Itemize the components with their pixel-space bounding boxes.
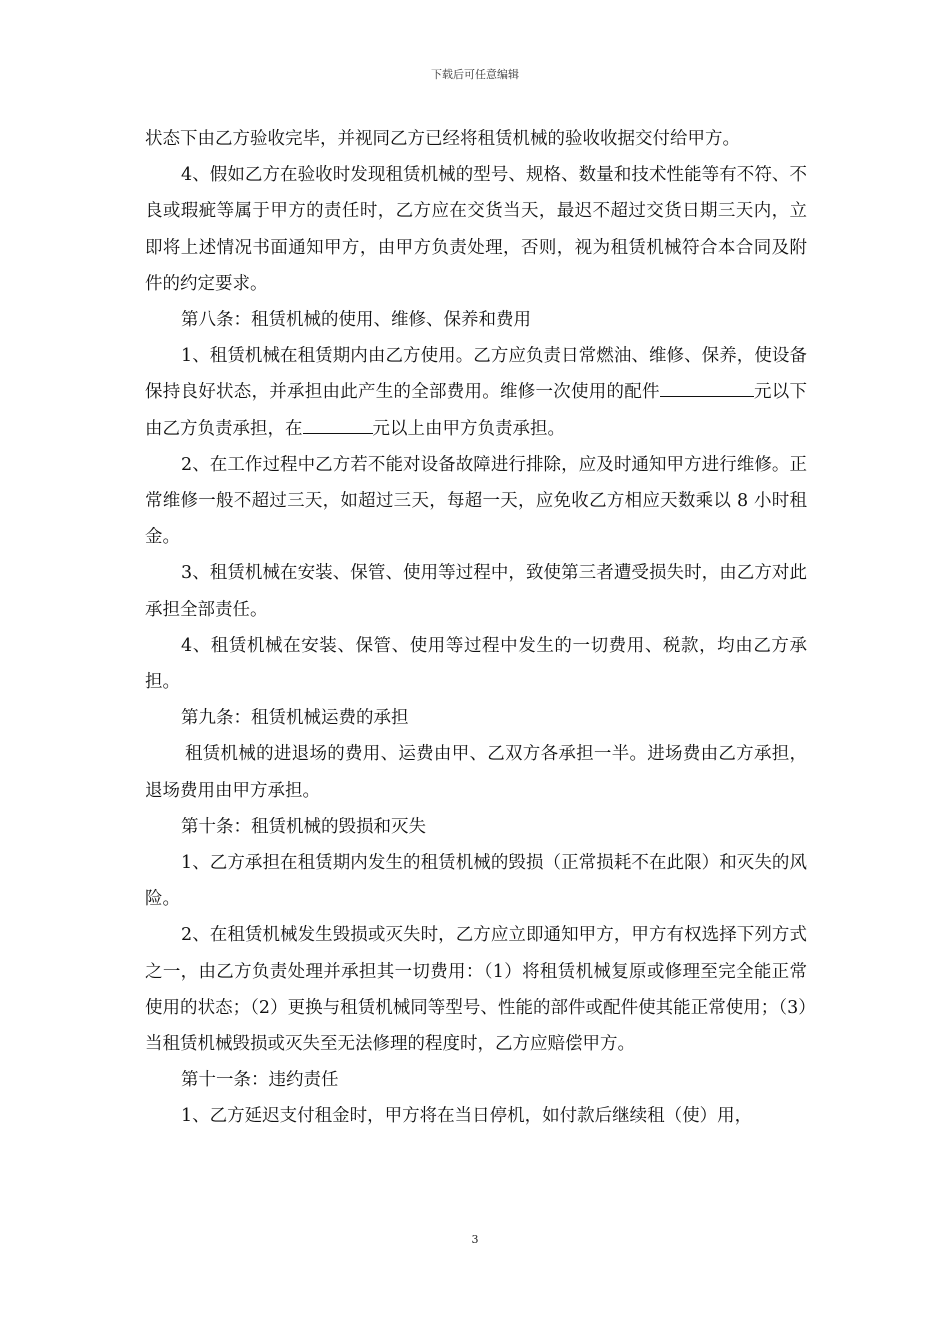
paragraph-third-party-liability: 3、租赁机械在安装、保管、使用等过程中，致使第三者遭受损失时，由乙方对此承担全部责任。 bbox=[145, 563, 807, 620]
paragraph-acceptance-continued: 状态下由乙方验收完毕，并视同乙方已经将租赁机械的验收收据交付给甲方。 bbox=[145, 129, 740, 149]
page-number: 3 bbox=[471, 1233, 479, 1246]
page-header: 下载后可任意编辑 bbox=[431, 68, 519, 81]
threshold-blank-line[interactable] bbox=[303, 411, 373, 434]
maintenance-text-2: 元以下由乙方负责承担，在 bbox=[145, 382, 807, 439]
paragraph-damage-remedies: 2、在租赁机械发生毁损或灭失时，乙方应立即通知甲方，甲方有权选择下列方式之一，由乙方负责处理并承担其一切费用：（1）将租赁机械复原或修理至完全能正常使用的状态；（2）更换与租赁机械同等型号、性能的部件或配件使其能正常使用；（3）当租赁机械毁损或灭失至无法修理的程度时，乙方应赔偿甲方。 bbox=[145, 925, 807, 1055]
article-8-heading: 第八条：租赁机械的使用、维修、保养和费用 bbox=[181, 310, 531, 331]
maintenance-text-1: 1、租赁机械在租赁期内由乙方使用。乙方应负责日常燃油、维修、保养，使设备保持良好状态，并承担由此产生的全部费用。维修一次使用的配件 bbox=[145, 346, 807, 403]
paragraph-maintenance-costs bbox=[145, 338, 807, 447]
paragraph-late-payment: 1、乙方延迟支付租金时，甲方将在当日停机，如付款后继续租（使）用， bbox=[181, 1106, 753, 1127]
paragraph-repair-notice: 2、在工作过程中乙方若不能对设备故障进行排除，应及时通知甲方进行维修。正常维修一般不超过三天，如超过三天，每超一天，应免收乙方相应天数乘以 8 小时租金。 bbox=[145, 454, 807, 548]
article-9-heading: 第九条：租赁机械运费的承担 bbox=[181, 708, 409, 729]
amount-blank-line[interactable] bbox=[660, 374, 708, 397]
paragraph-expenses-taxes: 4、租赁机械在安装、保管、使用等过程中发生的一切费用、税款，均由乙方承担。 bbox=[145, 635, 807, 693]
amount-blank-line-continued[interactable] bbox=[708, 374, 754, 397]
maintenance-text-3: 元以上由甲方负责承担。 bbox=[372, 418, 565, 439]
document-body bbox=[145, 121, 807, 1135]
paragraph-damage-risk: 1、乙方承担在租赁期内发生的租赁机械的毁损（正常损耗不在此限）和灭失的风险。 bbox=[145, 853, 807, 910]
paragraph-freight-costs: 租赁机械的进退场的费用、运费由甲、乙双方各承担一半。进场费由乙方承担，退场费用由甲方承担。 bbox=[145, 744, 807, 801]
article-11-heading: 第十一条：违约责任 bbox=[181, 1070, 339, 1091]
article-10-heading: 第十条：租赁机械的毁损和灭失 bbox=[181, 816, 426, 837]
paragraph-inspection-defects: 4、假如乙方在验收时发现租赁机械的型号、规格、数量和技术性能等有不符、不良或瑕疵等属于甲方的责任时，乙方应在交货当天，最迟不超过交货日期三天内，立即将上述情况书面通知甲方，由甲方负责处理，否则，视为租赁机械符合本合同及附件的约定要求。 bbox=[145, 165, 807, 294]
